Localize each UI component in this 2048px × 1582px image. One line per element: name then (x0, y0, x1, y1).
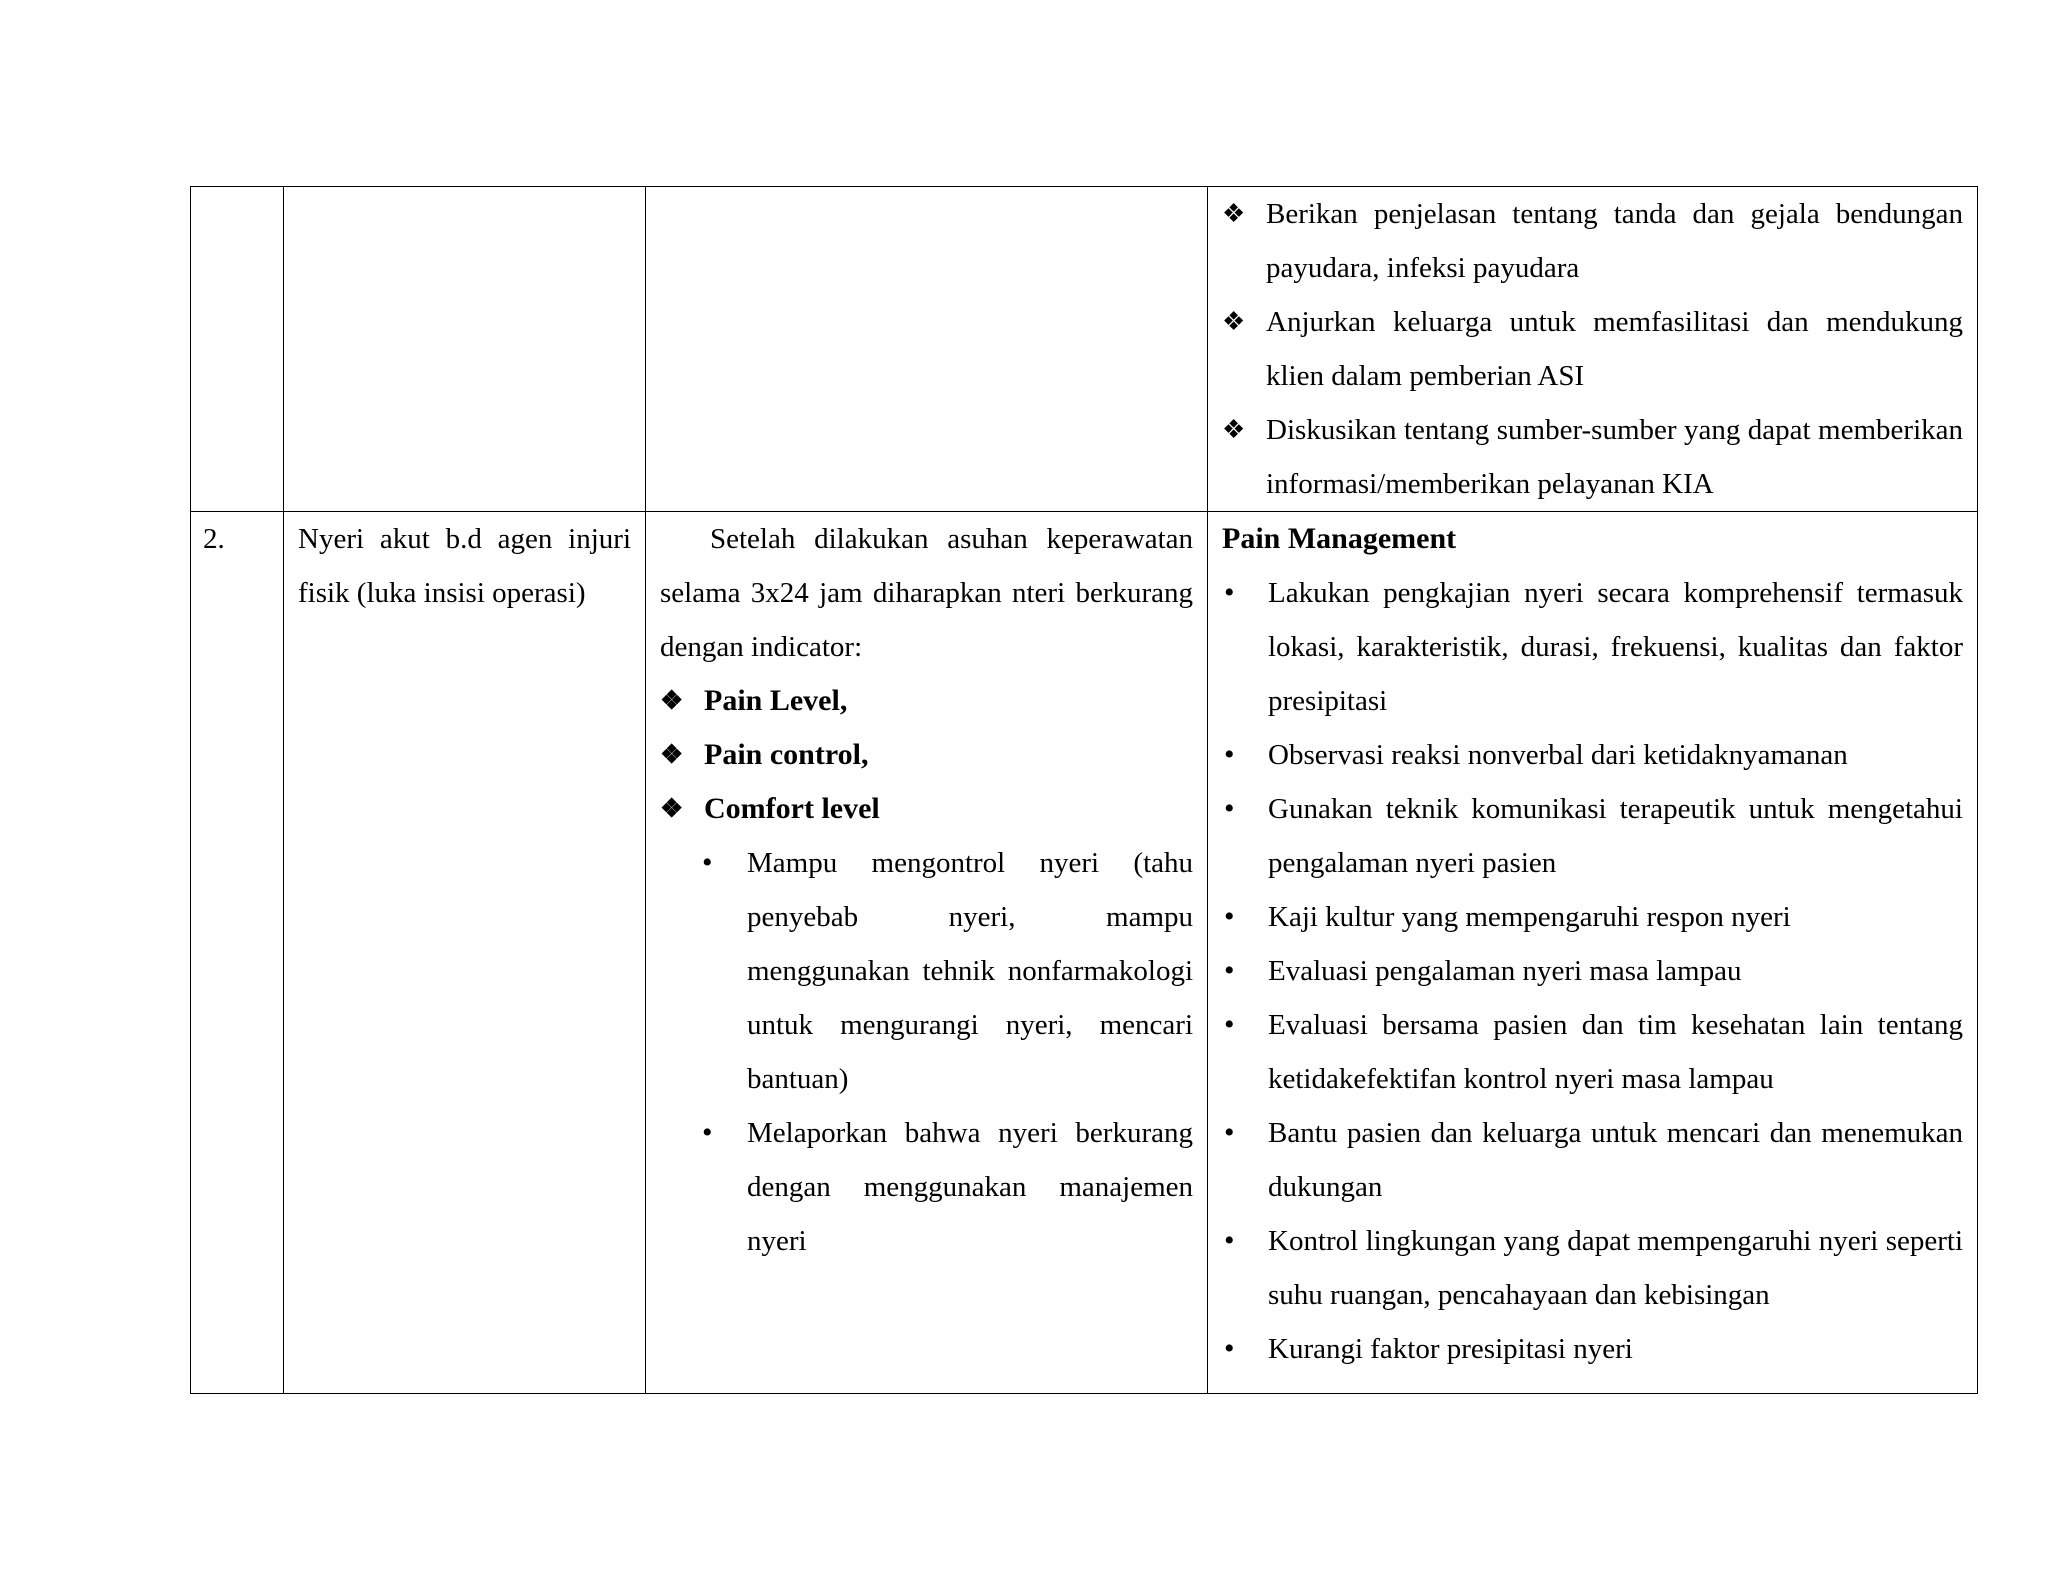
goal-criteria-list (660, 836, 1193, 1268)
row1-intervention-cell (1208, 187, 1978, 512)
row1-goal-cell (646, 187, 1208, 512)
goal-intro: Setelah dilakukan asuhan keperawatan selama 3x24 jam diharapkan nteri berkurang dengan indicator: (660, 523, 1193, 663)
indicator-item: ❖ Pain Level, (660, 674, 1193, 728)
intervention-item: • Evaluasi bersama pasien dan tim kesehatan lain tentang ketidakefektifan kontrol nyeri masa lampau (1222, 998, 1963, 1106)
list-item: ❖ Berikan penjelasan tentang tanda dan gejala bendungan payudara, infeksi payudara (1222, 187, 1963, 295)
row1-diagnosis-cell (284, 187, 646, 512)
table-row (191, 512, 1978, 1394)
table-row (191, 187, 1978, 512)
list-item: ❖ Anjurkan keluarga untuk memfasilitasi dan mendukung klien dalam pemberian ASI (1222, 295, 1963, 403)
intervention-item: • Observasi reaksi nonverbal dari ketidaknyamanan (1222, 728, 1963, 782)
intervention-list (1222, 566, 1963, 1376)
goal-cell (646, 512, 1208, 1394)
indicator-item: ❖ Comfort level (660, 782, 1193, 836)
intervention-item: • Gunakan teknik komunikasi terapeutik untuk mengetahui pengalaman nyeri pasien (1222, 782, 1963, 890)
diagnosis-text: Nyeri akut b.d agen injuri fisik (luka insisi operasi) (284, 512, 646, 1394)
intervention-item: • Bantu pasien dan keluarga untuk mencari dan menemukan dukungan (1222, 1106, 1963, 1214)
criteria-item: • Melaporkan bahwa nyeri berkurang dengan menggunakan manajemen nyeri (702, 1106, 1193, 1268)
row-number: 2. (191, 512, 284, 1394)
criteria-item: • Mampu mengontrol nyeri (tahu penyebab nyeri, mampu menggunakan tehnik nonfarmakologi untuk mengurangi nyeri, mencari bantuan) (702, 836, 1193, 1106)
intervention-item: • Kaji kultur yang mempengaruhi respon nyeri (1222, 890, 1963, 944)
indicator-item: ❖ Pain control, (660, 728, 1193, 782)
intervention-item: • Evaluasi pengalaman nyeri masa lampau (1222, 944, 1963, 998)
intervention-item: • Kurangi faktor presipitasi nyeri (1222, 1322, 1963, 1376)
nursing-care-table (190, 186, 1978, 1394)
goal-indicator-list (660, 674, 1193, 836)
row1-intervention-list (1222, 187, 1963, 511)
intervention-item: • Lakukan pengkajian nyeri secara komprehensif termasuk lokasi, karakteristik, durasi, frekuensi, kualitas dan faktor presipitasi (1222, 566, 1963, 728)
row1-number-cell (191, 187, 284, 512)
intervention-cell (1208, 512, 1978, 1394)
intervention-heading: Pain Management (1222, 522, 1457, 555)
list-item: ❖ Diskusikan tentang sumber-sumber yang dapat memberikan informasi/memberikan pelayanan KIA (1222, 403, 1963, 511)
intervention-item: • Kontrol lingkungan yang dapat mempengaruhi nyeri seperti suhu ruangan, pencahayaan dan kebisingan (1222, 1214, 1963, 1322)
